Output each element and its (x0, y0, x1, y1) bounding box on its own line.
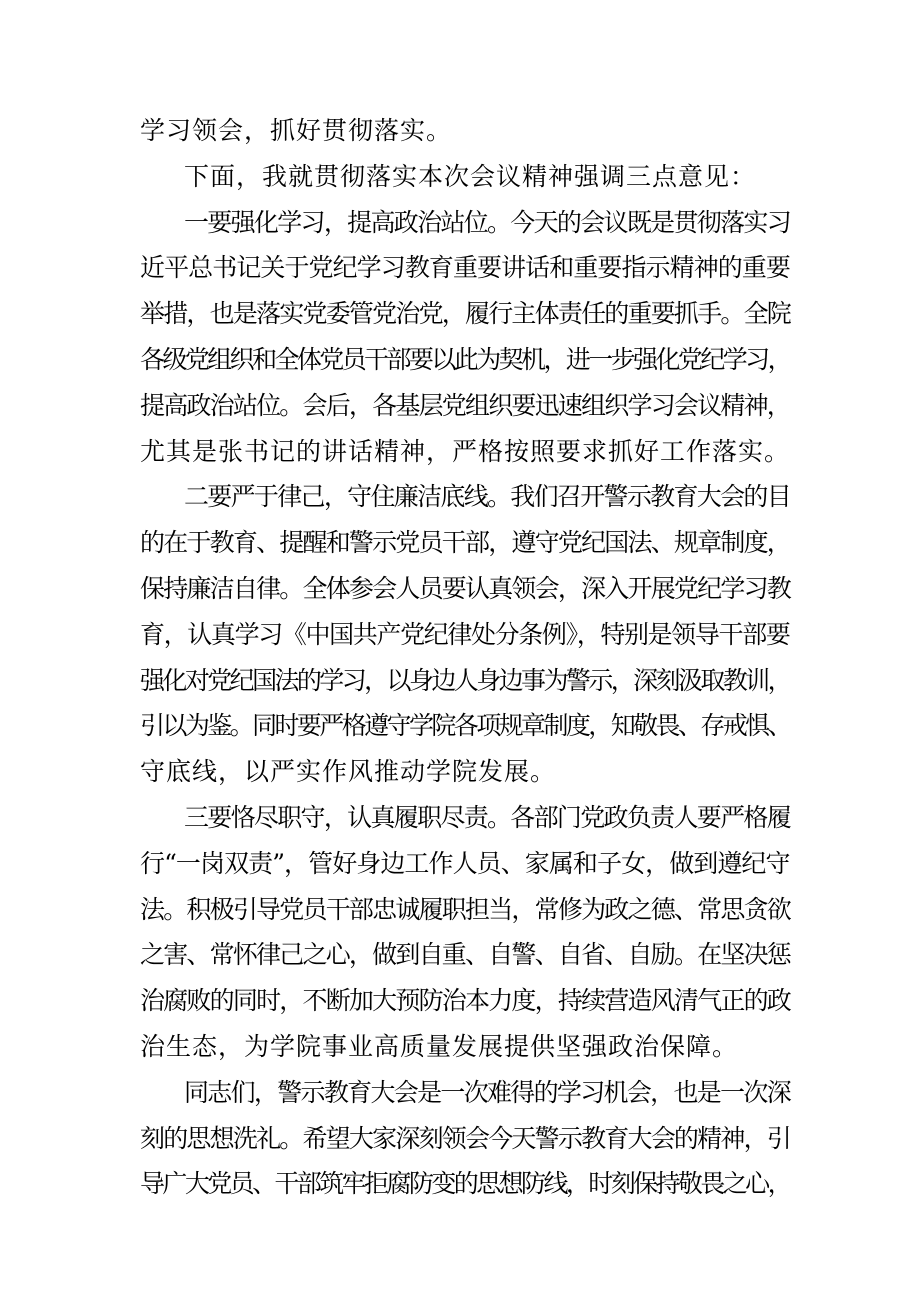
text-line: 举措，也是落实党委管党治党，履行主体责任的重要抓手。全院 (140, 299, 791, 329)
text-line: 刻的思想洗礼。希望大家深刻领会今天警示教育大会的精神，引 (140, 1123, 791, 1153)
paragraph-first-line: 下面，我就贯彻落实本次会议精神强调三点意见： (184, 161, 757, 191)
text-line: 守底线，以严实作风推动学院发展。 (140, 757, 557, 787)
text-line: 之害、常怀律己之心，做到自重、自警、自省、自励。在坚决惩 (140, 940, 791, 970)
document-body (140, 108, 790, 1207)
text-line: 导广大党员、干部筑牢拒腐防变的思想防线，时刻保持敬畏之心， (140, 1169, 791, 1199)
text-line: 的在于教育、提醒和警示党员干部，遵守党纪国法、规章制度， (140, 528, 791, 558)
text-line: 引以为鉴。同时要严格遵守学院各项规章制度，知敬畏、存戒惧、 (140, 711, 791, 741)
text-line: 提高政治站位。会后，各基层党组织要迅速组织学习会议精神， (140, 390, 791, 420)
text-line: 保持廉洁自律。全体参会人员要认真领会，深入开展党纪学习教 (140, 573, 791, 603)
text-line: 治腐败的同时，不断加大预防治本力度，持续营造风清气正的政 (140, 986, 791, 1016)
paragraph-first-line: 二要严于律己，守住廉洁底线。我们召开警示教育大会的目 (184, 482, 791, 512)
text-line: 尤其是张书记的讲话精神，严格按照要求抓好工作落实。 (140, 436, 791, 466)
text-line: 各级党组织和全体党员干部要以此为契机，进一步强化党纪学习， (140, 344, 791, 374)
text-line: 法。积极引导党员干部忠诚履职担当，常修为政之德、常思贪欲 (140, 894, 791, 924)
text-line: 学习领会，抓好贯彻落实。 (140, 116, 453, 145)
paragraph-first-line: 三要恪尽职守，认真履职尽责。各部门党政负责人要严格履 (184, 802, 791, 832)
paragraph-first-line: 同志们，警示教育大会是一次难得的学习机会，也是一次深 (184, 1077, 791, 1107)
text-line: 治生态，为学院事业高质量发展提供坚强政治保障。 (140, 1031, 739, 1061)
text-line: 强化对党纪国法的学习，以身边人身边事为警示，深刻汲取教训， (140, 665, 791, 695)
text-line: 行“一岗双责”，管好身边工作人员、家属和子女，做到遵纪守 (140, 848, 790, 878)
text-line: 近平总书记关于党纪学习教育重要讲话和重要指示精神的重要 (140, 253, 791, 283)
paragraph-first-line: 一要强化学习，提高政治站位。今天的会议既是贯彻落实习 (184, 207, 791, 237)
text-line: 育，认真学习《中国共产党纪律处分条例》，特别是领导干部要 (140, 619, 790, 649)
